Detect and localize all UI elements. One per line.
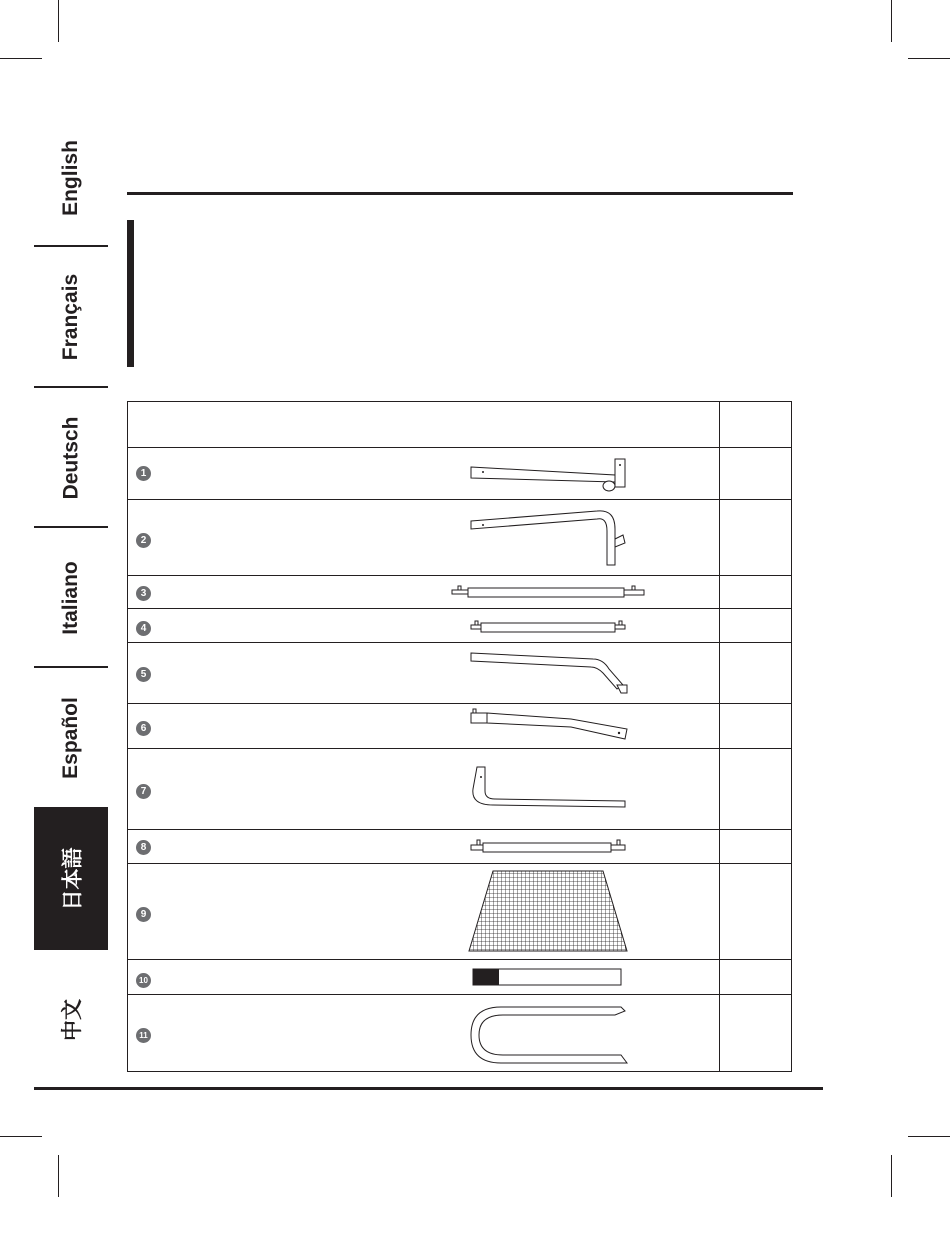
crop-mark [0,58,42,59]
strap-icon [471,967,623,987]
part-number-badge: 4 [136,621,151,636]
tab-label: Español [59,696,82,779]
tab-chinese[interactable] [34,952,108,1088]
header-rule [127,192,793,195]
part-number-badge: 7 [136,784,151,799]
bent-corner-post-icon [467,505,647,571]
parts-table [127,401,792,1072]
net-panel-icon [465,869,631,955]
crop-mark [891,0,892,42]
bent-down-tube-icon [467,649,637,699]
table-row-divider [127,575,792,576]
crop-mark [58,0,59,42]
tab-francais[interactable] [34,248,108,385]
tab-label: 日本語 [61,847,84,910]
table-row-divider [127,608,792,609]
part-number-badge: 2 [136,533,151,548]
part-number-badge: 9 [136,907,151,922]
tab-divider [34,245,108,247]
part-number-badge: 11 [136,1028,151,1043]
tab-label: 中文 [61,999,84,1041]
tab-divider [34,666,108,668]
crop-mark [58,1155,59,1197]
table-border [791,401,792,1072]
part-number-badge: 10 [136,973,151,988]
part-number-badge: 3 [136,586,151,601]
table-row-divider [127,994,792,995]
tab-label: English [59,139,82,216]
tab-english[interactable] [34,110,108,245]
crop-mark [908,1136,950,1137]
part-number-badge: 6 [136,721,151,736]
tab-label: Italiano [58,560,82,635]
table-row-divider [127,748,792,749]
table-column-divider [719,401,720,1072]
table-row-divider [127,829,792,830]
table-border [127,401,792,402]
tab-japanese[interactable] [34,807,108,950]
table-row-divider [127,499,792,500]
long-straight-tube-icon [450,581,650,603]
crop-mark [891,1155,892,1197]
table-row-divider [127,447,792,448]
u-shaped-band-icon [465,1001,631,1067]
hook-tube-icon [465,761,635,813]
tab-espanol[interactable] [34,669,108,806]
footer-rule [34,1087,823,1090]
part-number-badge: 8 [136,840,151,855]
tab-italiano[interactable] [34,529,108,666]
section-accent-bar [127,220,134,367]
straight-tube-with-pins-icon [469,835,629,859]
table-border [127,401,128,1072]
crop-mark [908,58,950,59]
table-border [127,1071,792,1072]
tab-deutsch[interactable] [34,389,108,526]
tab-divider [34,386,108,388]
tab-divider [34,526,108,528]
table-row-divider [127,959,792,960]
frame-pole-with-sleeve-icon [467,455,647,495]
tab-label: Deutsch [59,416,83,499]
table-row-divider [127,642,792,643]
tapered-tube-icon [467,707,637,745]
crop-mark [0,1136,42,1137]
part-number-badge: 1 [136,466,151,481]
tab-label: Français [59,273,83,360]
table-row-divider [127,703,792,704]
part-number-badge: 5 [136,667,151,682]
table-row-divider [127,863,792,864]
short-straight-tube-icon [469,616,629,638]
